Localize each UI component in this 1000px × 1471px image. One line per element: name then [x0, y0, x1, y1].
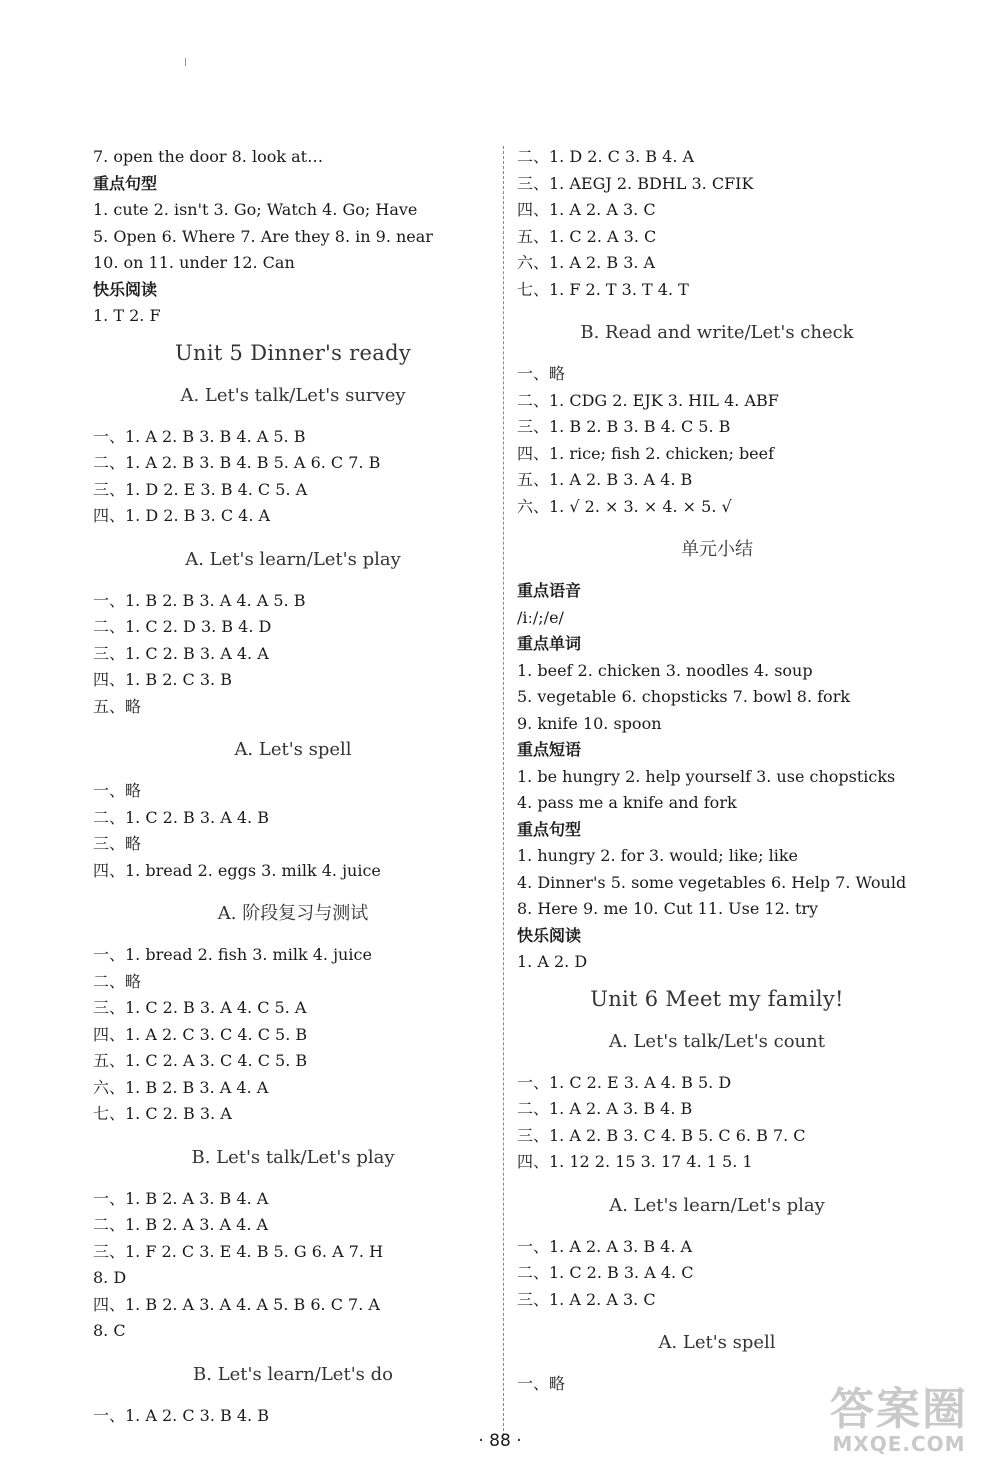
answer-line: 三、1. B 2. B 3. B 4. C 5. B — [517, 417, 731, 436]
answer-line: 8. C — [93, 1321, 126, 1340]
answer-line: 二、1. D 2. C 3. B 4. A — [517, 147, 695, 166]
watermark-text: 答案圈 — [830, 1384, 968, 1435]
scan-mark — [185, 58, 186, 66]
answer-line: 五、1. C 2. A 3. C — [517, 226, 657, 246]
watermark-url: MXQE.COM — [832, 1432, 966, 1456]
answer-line: 三、略 — [93, 834, 142, 853]
answer-line: 二、1. C 2. B 3. A 4. B — [93, 807, 269, 827]
section-title: A. Let's talk/Let's count — [609, 1030, 825, 1052]
answer-line: 一、1. bread 2. fish 3. milk 4. juice — [93, 945, 372, 964]
section-title: B. Read and write/Let's check — [580, 322, 854, 343]
answer-line: 二、1. C 2. B 3. A 4. C — [517, 1263, 694, 1282]
section-label: 重点短语 — [517, 740, 582, 759]
answer-line: 四、1. B 2. C 3. B — [93, 670, 232, 689]
answer-line: 9. knife 10. spoon — [517, 713, 662, 733]
answer-line: 1. cute 2. isn't 3. Go; Watch 4. Go; Have — [93, 200, 418, 219]
section-label: 重点句型 — [93, 173, 158, 193]
answer-line: 1. hungry 2. for 3. would; like; like — [517, 846, 799, 865]
section-label: 快乐阅读 — [93, 279, 158, 299]
answer-line: 三、1. C 2. B 3. A 4. A — [93, 643, 269, 663]
answer-line: 三、1. A 2. B 3. C 4. B 5. C 6. B 7. C — [517, 1125, 806, 1145]
answer-line: 四、1. A 2. C 3. C 4. C 5. B — [93, 1024, 308, 1044]
answer-line: 三、1. D 2. E 3. B 4. C 5. A — [93, 479, 308, 499]
answer-line: 三、1. F 2. C 3. E 4. B 5. G 6. A 7. H — [93, 1241, 384, 1261]
answer-line: 一、1. B 2. B 3. A 4. A 5. B — [93, 590, 306, 610]
section-title: A. 阶段复习与测试 — [217, 903, 369, 924]
answer-line: 5. Open 6. Where 7. Are they 8. in 9. near — [93, 226, 433, 246]
answer-line: 8. Here 9. me 10. Cut 11. Use 12. try — [517, 899, 819, 918]
answer-line: 1. A 2. D — [517, 952, 588, 971]
section-title: A. Let's learn/Let's play — [185, 548, 401, 570]
unit-title: Unit 6 Meet my family! — [590, 986, 844, 1011]
section-title: A. Let's talk/Let's survey — [180, 384, 406, 406]
answer-line: /iː/;/e/ — [517, 607, 564, 627]
answer-line: 三、1. AEGJ 2. BDHL 3. CFIK — [517, 173, 754, 193]
answer-line: 四、1. bread 2. eggs 3. milk 4. juice — [93, 860, 381, 880]
answer-line: 二、1. A 2. B 3. B 4. B 5. A 6. C 7. B — [93, 453, 381, 472]
page-number: · 88 · — [478, 1431, 522, 1451]
answer-line: 一、1. A 2. B 3. B 4. A 5. B — [93, 426, 306, 446]
answer-line: 一、1. C 2. E 3. A 4. B 5. D — [517, 1072, 732, 1092]
answer-line: 四、1. 12 2. 15 3. 17 4. 1 5. 1 — [517, 1152, 753, 1171]
answer-line: 七、1. C 2. B 3. A — [93, 1104, 232, 1123]
section-label: 重点语音 — [517, 581, 582, 600]
section-title: 单元小结 — [681, 539, 753, 560]
left-column — [93, 144, 493, 1429]
answer-line: 4. pass me a knife and fork — [517, 793, 737, 812]
answer-line: 1. T 2. F — [93, 306, 161, 325]
section-label: 重点单词 — [517, 634, 582, 653]
section-title: A. Let's spell — [658, 1332, 776, 1353]
answer-line: 10. on 11. under 12. Can — [93, 253, 295, 272]
answer-line: 四、1. B 2. A 3. A 4. A 5. B 6. C 7. A — [93, 1294, 380, 1314]
answer-line: 四、1. D 2. B 3. C 4. A — [93, 506, 271, 525]
answer-line: 五、1. A 2. B 3. A 4. B — [517, 470, 693, 489]
right-column — [517, 144, 917, 1398]
answer-line: 三、1. A 2. A 3. C — [517, 1289, 656, 1309]
answer-line: 五、1. C 2. A 3. C 4. C 5. B — [93, 1051, 308, 1070]
unit-title: Unit 5 Dinner's ready — [175, 340, 411, 365]
answer-line: 四、1. A 2. A 3. C — [517, 200, 656, 219]
answer-line: 1. be hungry 2. help yourself 3. use chopsticks — [517, 766, 896, 786]
answer-line: 一、略 — [517, 364, 566, 383]
answer-line: 一、1. A 2. A 3. B 4. A — [517, 1236, 693, 1256]
answer-line: 1. beef 2. chicken 3. noodles 4. soup — [517, 660, 813, 680]
answer-line: 二、1. C 2. D 3. B 4. D — [93, 617, 272, 636]
section-title: A. Let's learn/Let's play — [609, 1194, 825, 1216]
answer-line: 一、1. A 2. C 3. B 4. B — [93, 1405, 269, 1425]
section-title: B. Let's learn/Let's do — [193, 1363, 393, 1385]
column-divider — [503, 146, 505, 1436]
answer-line: 一、略 — [93, 781, 142, 800]
answer-line: 8. D — [93, 1268, 127, 1287]
section-title: A. Let's spell — [234, 739, 352, 760]
section-label: 快乐阅读 — [517, 925, 582, 945]
answer-line: 七、1. F 2. T 3. T 4. T — [517, 279, 689, 299]
answer-line: 5. vegetable 6. chopsticks 7. bowl 8. fork — [517, 687, 851, 706]
answer-line: 五、略 — [93, 696, 142, 716]
answer-line: 二、1. A 2. A 3. B 4. B — [517, 1099, 693, 1118]
answer-line: 4. Dinner's 5. some vegetables 6. Help 7. Would — [517, 872, 907, 892]
answer-line: 一、略 — [517, 1374, 566, 1393]
answer-line: 六、1. B 2. B 3. A 4. A — [93, 1077, 269, 1097]
answer-line: 六、1. A 2. B 3. A — [517, 253, 656, 272]
watermark-logo — [830, 1384, 968, 1456]
section-label: 重点句型 — [517, 819, 582, 839]
answer-line: 一、1. B 2. A 3. B 4. A — [93, 1188, 269, 1208]
answer-line: 四、1. rice; fish 2. chicken; beef — [517, 443, 775, 463]
answer-line: 二、1. B 2. A 3. A 4. A — [93, 1215, 269, 1234]
answer-line: 三、1. C 2. B 3. A 4. C 5. A — [93, 998, 307, 1017]
answer-line: 六、1. √ 2. × 3. × 4. × 5. √ — [517, 496, 732, 516]
answer-line: 7. open the door 8. look at… — [93, 147, 324, 166]
answer-line: 二、1. CDG 2. EJK 3. HIL 4. ABF — [517, 390, 779, 410]
section-title: B. Let's talk/Let's play — [191, 1146, 395, 1168]
answer-line: 二、略 — [93, 971, 142, 991]
